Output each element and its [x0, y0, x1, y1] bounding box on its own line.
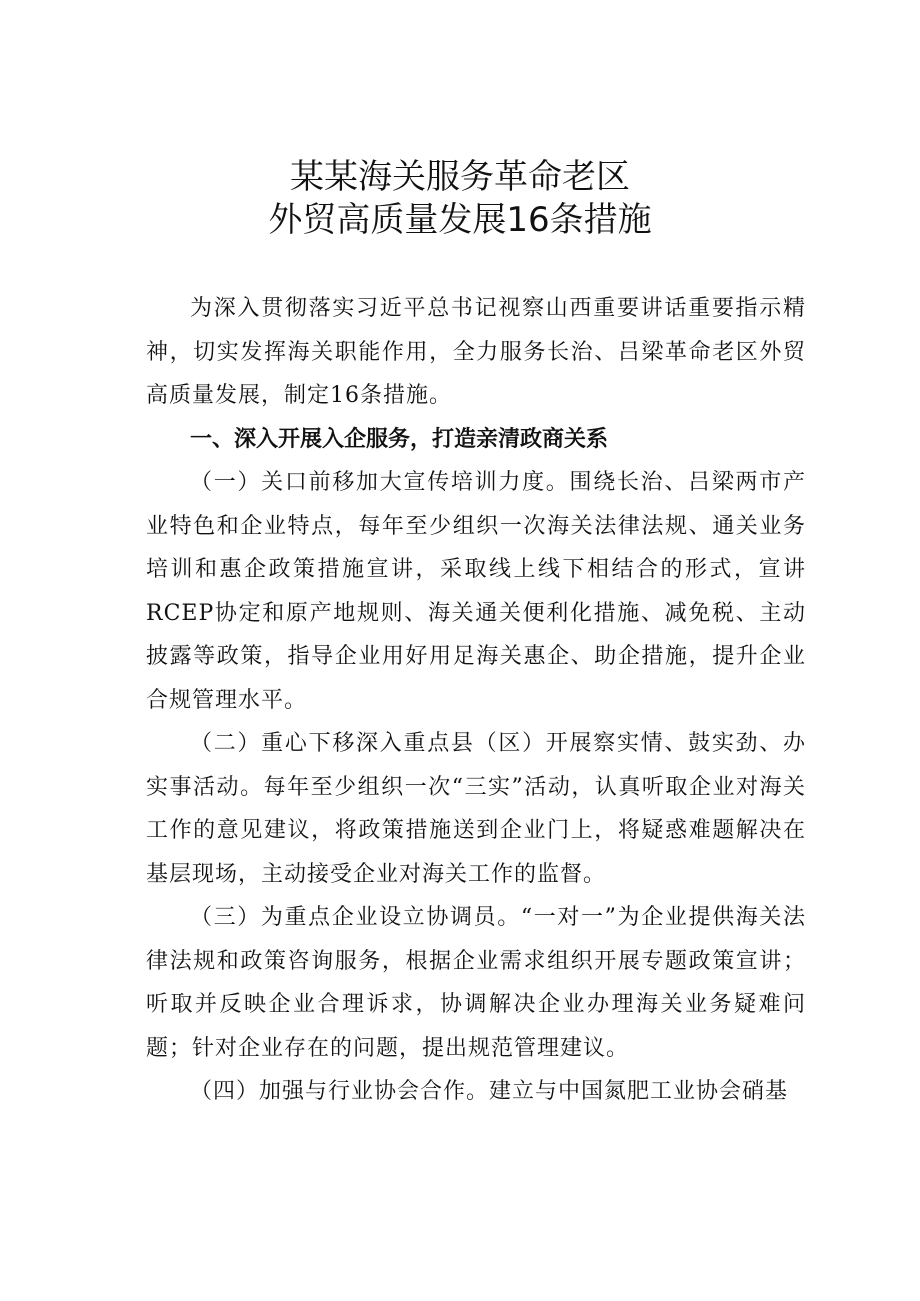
intro-paragraph: 为深入贯彻落实习近平总书记视察山西重要讲话重要指示精神，切实发挥海关职能作用，全力服务长治、吕梁革命老区外贸高质量发展，制定16条措施。 [146, 296, 806, 408]
measure-paragraph: （二）重心下移深入重点县（区）开展察实情、鼓实劲、办实事活动。每年至少组织一次“三实”活动，认真听取企业对海关工作的意见建议，将政策措施送到企业门上，将疑惑难题解决在基层现场，主动接受企业对海关工作的监督。 [146, 731, 806, 887]
measure-paragraph: （一）关口前移加大宣传培训力度。围绕长治、吕梁两市产业特色和企业特点，每年至少组织一次海关法律法规、通关业务培训和惠企政策措施宣讲，采取线上线下相结合的形式，宣讲RCEP协定和原产地规则、海关通关便利化措施、减免税、主动披露等政策，指导企业用好用足海关惠企、助企措施，提升企业合规管理水平。 [146, 470, 806, 713]
section-heading: 一、深入开展入企服务，打造亲清政商关系 [190, 426, 609, 452]
document-title-line-1: 某某海关服务革命老区 [290, 157, 630, 197]
document-title-line-2: 外贸高质量发展16条措施 [268, 200, 652, 240]
measure-paragraph: （三）为重点企业设立协调员。“一对一”为企业提供海关法律法规和政策咨询服务，根据企业需求组织开展专题政策宣讲；听取并反映企业合理诉求，协调解决企业办理海关业务疑难问题；针对企业存在的问题，提出规范管理建议。 [146, 905, 806, 1061]
measure-paragraph: （四）加强与行业协会合作。建立与中国氮肥工业协会硝基 [190, 1079, 789, 1104]
document-body [146, 287, 806, 1114]
